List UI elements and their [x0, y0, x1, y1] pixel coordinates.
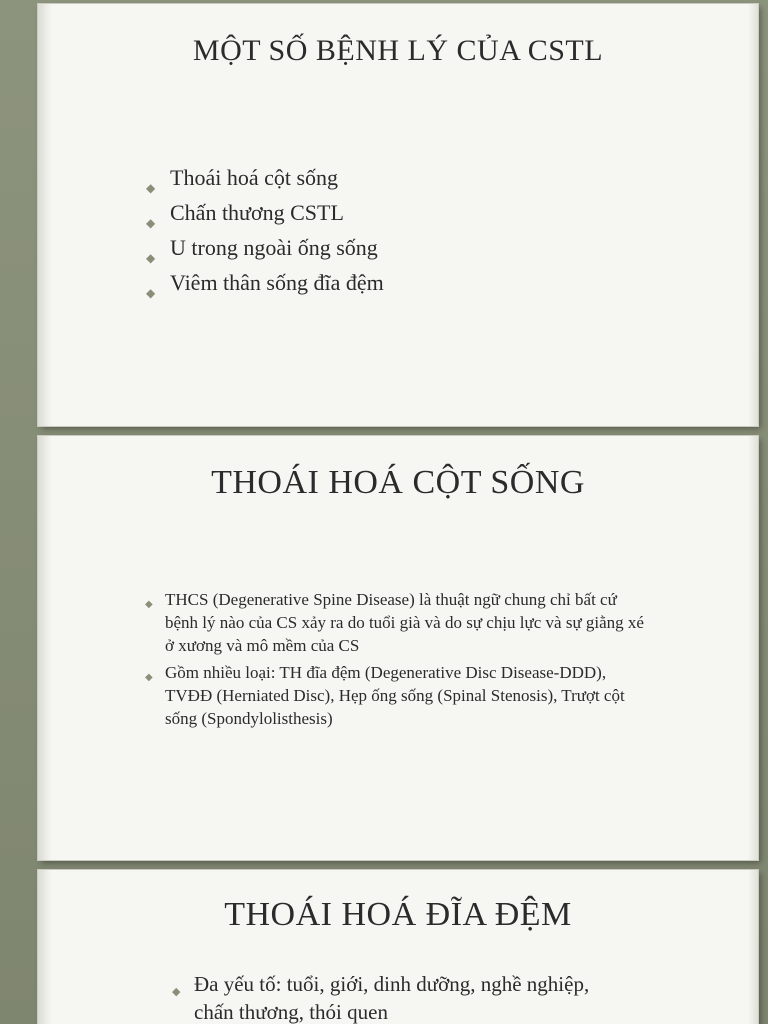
- bullet-list: [145, 588, 645, 734]
- slide-title: MỘT SỐ BỆNH LÝ CỦA CSTL: [192, 34, 604, 67]
- bullet-list: [172, 970, 594, 1024]
- slide-2: [38, 436, 758, 860]
- diamond-bullet-icon: ◆: [145, 672, 153, 683]
- diamond-bullet-icon: ◆: [146, 251, 156, 265]
- diamond-bullet-icon: ◆: [172, 986, 181, 998]
- list-item: ◆ Gồm nhiều loại: TH đĩa đệm (Degenerative Disc Disease-DDD), TVĐĐ (Herniated Disc), Hẹp ống sống (Spinal Stenosis), Trượt cột sống (Spondylolisthesis): [145, 663, 625, 728]
- list-item: ◆ Viêm thân sống đĩa đệm: [170, 265, 384, 300]
- list-item: ◆ U trong ngoài ống sống: [170, 230, 384, 265]
- diamond-bullet-icon: ◆: [145, 599, 153, 610]
- diamond-bullet-icon: ◆: [146, 216, 156, 230]
- list-item: ◆ Chấn thương CSTL: [170, 195, 384, 230]
- list-item: ◆ Đa yếu tố: tuổi, giới, dinh dưỡng, nghề nghiệp, chấn thương, thói quen: [172, 972, 590, 1024]
- list-item: ◆ Thoái hoá cột sống: [170, 160, 384, 195]
- list-item: ◆ THCS (Degenerative Spine Disease) là thuật ngữ chung chỉ bất cứ bệnh lý nào của CS xảy ra do tuổi già và do sự chịu lực và sự giằng xé ở xương và mô mềm của CS: [145, 590, 644, 655]
- diamond-bullet-icon: ◆: [146, 181, 156, 195]
- slide-3: [38, 870, 758, 1024]
- slide-title: THOÁI HOÁ CỘT SỐNG: [211, 464, 585, 501]
- diamond-bullet-icon: ◆: [146, 286, 156, 300]
- bullet-list: [146, 160, 384, 300]
- slide-title: THOÁI HOÁ ĐĨA ĐỆM: [224, 896, 572, 933]
- slide-1: [38, 4, 758, 426]
